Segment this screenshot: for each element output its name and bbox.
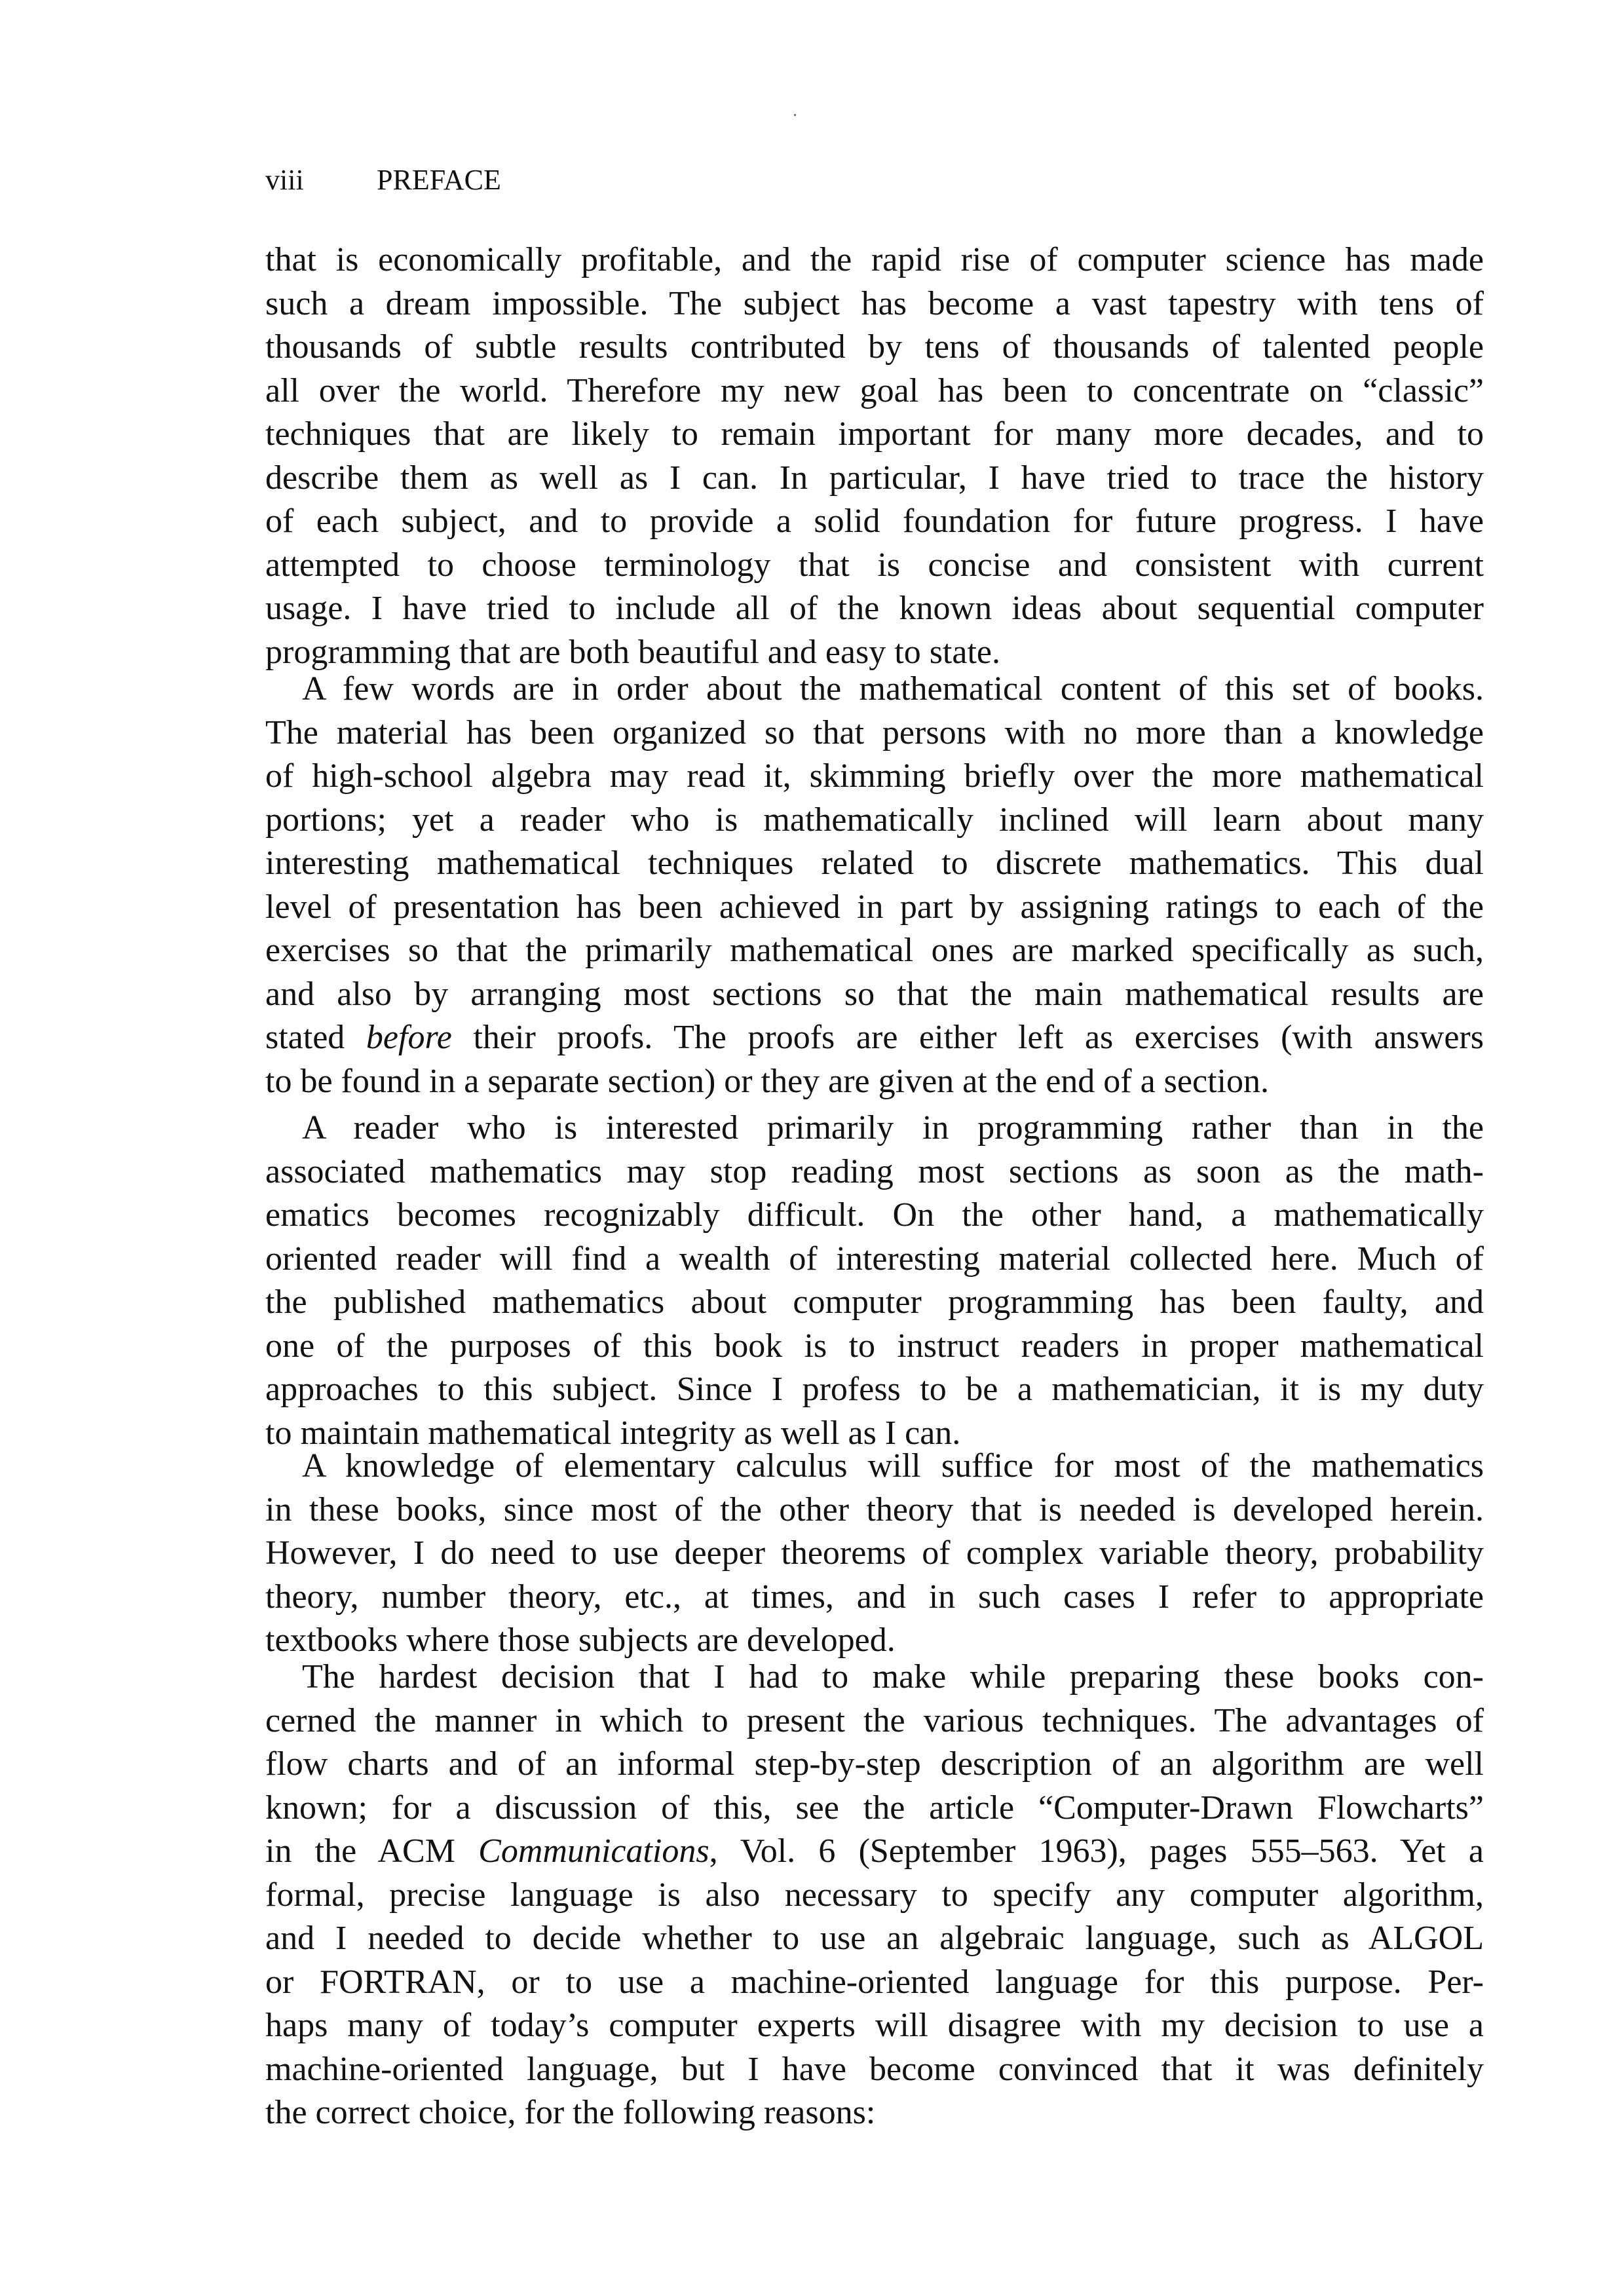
text-line: textbooks where those subjects are developed. (265, 1621, 896, 1659)
scan-speck (794, 114, 796, 116)
page-number: viii (265, 164, 304, 196)
italic-text: Communications (478, 1832, 709, 1870)
text-line: or FORTRAN, or to use a machine-oriented language for this purpose. Per- (265, 1963, 1484, 2001)
section-title: PREFACE (377, 164, 501, 196)
text-line: and I needed to decide whether to use an algebraic language, such as ALGOL (265, 1920, 1484, 1957)
text-line: thousands of subtle results contributed by tens of thousands of talented people (265, 328, 1484, 366)
text-line: usage. I have tried to include all of the known ideas about sequential computer (265, 590, 1484, 627)
text-line: associated mathematics may stop reading most sections as soon as the math- (265, 1152, 1484, 1190)
text-line: level of presentation has been achieved in part by assigning ratings to each of the (265, 888, 1484, 926)
text-line: programming that are both beautiful and easy to state. (265, 633, 1000, 671)
text-line: known; for a discussion of this, see the article “Computer-Drawn Flowcharts” (265, 1789, 1484, 1827)
text-line: ematics becomes recognizably difficult. On the other hand, a mathematically (265, 1196, 1484, 1234)
text-line: formal, precise language is also necessary to specify any computer algorithm, (265, 1876, 1484, 1914)
paragraph (265, 238, 1484, 674)
text-line: The hardest decision that I had to make while preparing these books con- (302, 1658, 1484, 1696)
text-run: stated (265, 1019, 366, 1056)
text-line: of each subject, and to provide a solid foundation for future progress. I have (265, 502, 1484, 540)
text-line: interesting mathematical techniques related to discrete mathematics. This dual (265, 844, 1484, 882)
text-line: techniques that are likely to remain important for many more decades, and to (265, 415, 1484, 453)
text-line: exercises so that the primarily mathematical ones are marked specifically as such, (265, 932, 1484, 969)
text-run: in the ACM (265, 1832, 479, 1870)
paragraph (265, 668, 1484, 1103)
text-line: flow charts and of an informal step-by-step description of an algorithm are well (265, 1745, 1484, 1783)
text-line: cerned the manner in which to present the various techniques. The advantages of (265, 1701, 1484, 1739)
text-line: However, I do need to use deeper theorems of complex variable theory, probability (265, 1534, 1484, 1572)
paragraph (265, 1656, 1484, 2135)
text-run: , Vol. 6 (September 1963), pages 555–563. Yet a (709, 1832, 1484, 1870)
running-head (265, 162, 501, 198)
text-line: portions; yet a reader who is mathematically inclined will learn about many (265, 801, 1484, 839)
text-line: and also by arranging most sections so that the main mathematical results are (265, 975, 1484, 1013)
text-line: A reader who is interested primarily in programming rather than in the (302, 1109, 1484, 1146)
text-line: theory, number theory, etc., at times, and in such cases I refer to appropriate (265, 1578, 1484, 1616)
text-line: approaches to this subject. Since I profess to be a mathematician, it is my duty (265, 1371, 1484, 1408)
text-line: describe them as well as I can. In particular, I have tried to trace the history (265, 459, 1484, 497)
text-line: that is economically profitable, and the rapid rise of computer science has made (265, 241, 1484, 278)
text-line: oriented reader will find a wealth of interesting material collected here. Much of (265, 1240, 1484, 1278)
text-line: such a dream impossible. The subject has become a vast tapestry with tens of (265, 284, 1484, 322)
text-line: of high-school algebra may read it, skimming briefly over the more mathematical (265, 757, 1484, 795)
text-line: to be found in a separate section) or they are given at the end of a section. (265, 1062, 1269, 1100)
text-line: in these books, since most of the other theory that is needed is developed herein. (265, 1490, 1484, 1528)
italic-text: before (366, 1019, 452, 1056)
text-line: The material has been organized so that persons with no more than a knowledge (265, 713, 1484, 751)
text-line: A few words are in order about the mathematical content of this set of books. (302, 670, 1484, 708)
text-line: A knowledge of elementary calculus will suffice for most of the mathematics (302, 1447, 1484, 1485)
text-line: to maintain mathematical integrity as well as I can. (265, 1414, 961, 1452)
text-line: attempted to choose terminology that is concise and consistent with current (265, 546, 1484, 584)
paragraph (265, 1107, 1484, 1455)
paragraph (265, 1445, 1484, 1663)
text-line: all over the world. Therefore my new goal has been to concentrate on “classic” (265, 371, 1484, 409)
text-line (265, 1830, 1484, 1874)
text-line: machine-oriented language, but I have become convinced that it was definitely (265, 2050, 1484, 2088)
text-line: one of the purposes of this book is to instruct readers in proper mathematical (265, 1327, 1484, 1365)
text-line: the published mathematics about computer programming has been faulty, and (265, 1283, 1484, 1321)
text-line (265, 1016, 1484, 1060)
text-line: haps many of today’s computer experts will disagree with my decision to use a (265, 2007, 1484, 2044)
text-run: their proofs. The proofs are either left as exercises (with answers (451, 1019, 1484, 1056)
text-line: the correct choice, for the following reasons: (265, 2094, 876, 2131)
